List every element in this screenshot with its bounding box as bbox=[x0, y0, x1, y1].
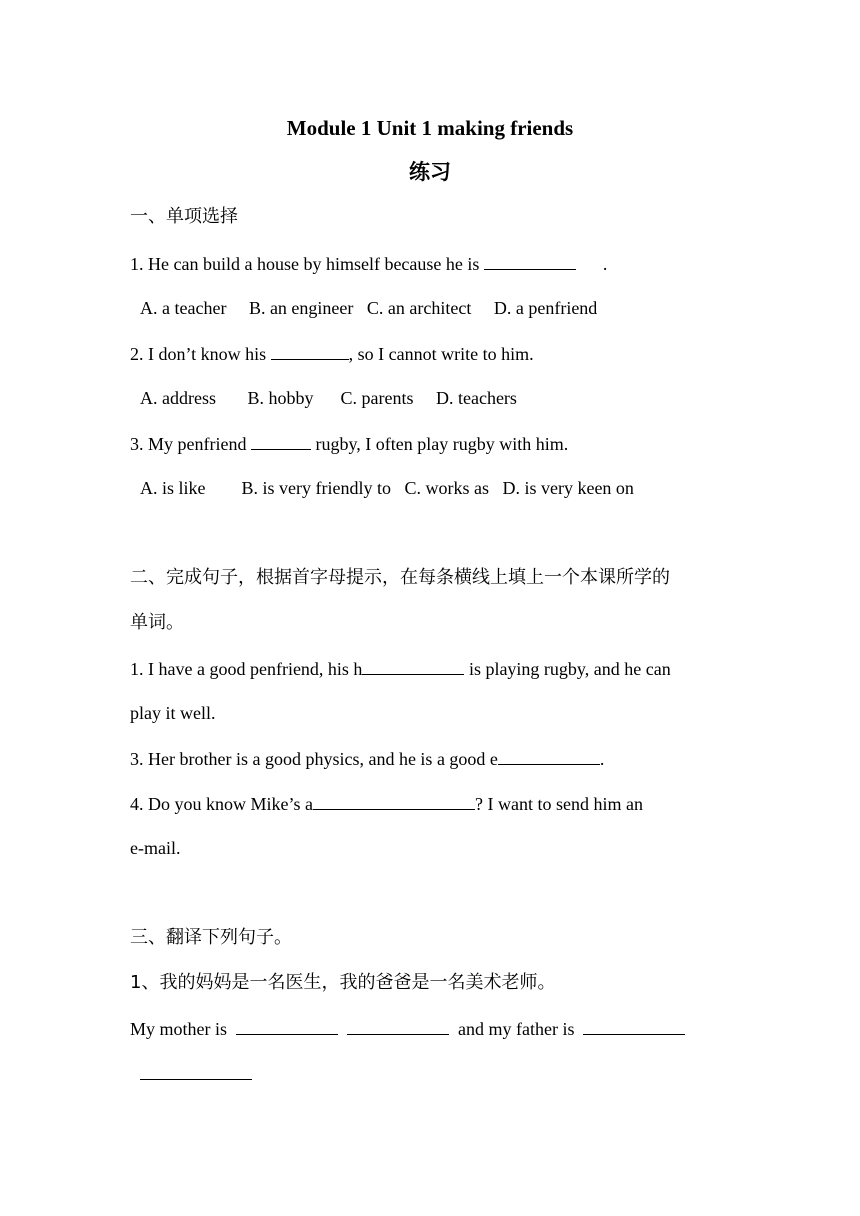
section3-question-1-english bbox=[130, 1016, 685, 1041]
question-text: . bbox=[599, 749, 605, 769]
question-text: 1. He can build a house by himself because he is bbox=[130, 254, 484, 274]
question-text: is playing rugby, and he can bbox=[464, 659, 671, 679]
section1-question-2-options: A. address B. hobby C. parents D. teachers bbox=[140, 388, 517, 408]
answer-blank[interactable] bbox=[498, 746, 600, 765]
section2-question-4 bbox=[130, 791, 643, 816]
answer-blank[interactable] bbox=[271, 341, 349, 360]
question-text: 1. I have a good penfriend, his h bbox=[130, 659, 363, 679]
answer-blank[interactable] bbox=[347, 1016, 449, 1035]
section1-question-3-options: A. is like B. is very friendly to C. works as D. is very keen on bbox=[140, 478, 634, 498]
answer-blank[interactable] bbox=[362, 656, 464, 675]
section3-question-1-blank-line bbox=[140, 1061, 252, 1086]
answer-blank[interactable] bbox=[236, 1016, 338, 1035]
question-text: 4. Do you know Mike’s a bbox=[130, 794, 313, 814]
section1-heading: 一、单项选择 bbox=[130, 206, 238, 227]
answer-blank[interactable] bbox=[583, 1016, 685, 1035]
answer-blank[interactable] bbox=[140, 1061, 252, 1080]
section2-question-3 bbox=[130, 746, 604, 771]
section1-question-1-options: A. a teacher B. an engineer C. an architect D. a penfriend bbox=[140, 298, 598, 318]
answer-blank[interactable] bbox=[484, 251, 576, 270]
question-text: rugby, I often play rugby with him. bbox=[310, 434, 569, 454]
question-text: My mother is bbox=[130, 1019, 232, 1039]
section2-heading: 二、完成句子，根据首字母提示，在每条横线上填上一个本课所学的 bbox=[130, 567, 670, 588]
question-text: , so I cannot write to him. bbox=[348, 344, 534, 364]
question-text: 2. I don’t know his bbox=[130, 344, 271, 364]
section2-question-1-cont: play it well. bbox=[130, 703, 216, 723]
section2-question-1 bbox=[130, 656, 671, 681]
question-text: . bbox=[575, 254, 608, 274]
section1-question-2 bbox=[130, 341, 534, 366]
section1-question-1 bbox=[130, 251, 607, 276]
answer-blank[interactable] bbox=[251, 431, 311, 450]
question-text: 3. Her brother is a good physics, and he is a good e bbox=[130, 749, 498, 769]
section3-question-1-chinese: 1、我的妈妈是一名医生，我的爸爸是一名美术老师。 bbox=[130, 972, 556, 993]
section2-question-4-cont: e-mail. bbox=[130, 838, 181, 858]
section1-question-3 bbox=[130, 431, 568, 456]
section2-heading-cont: 单词。 bbox=[130, 612, 184, 633]
page-title: Module 1 Unit 1 making friends bbox=[286, 116, 574, 140]
question-text: 3. My penfriend bbox=[130, 434, 251, 454]
page-subtitle: 练习 bbox=[409, 160, 451, 184]
question-text: and my father is bbox=[453, 1019, 579, 1039]
section3-heading: 三、翻译下列句子。 bbox=[130, 927, 292, 948]
answer-blank[interactable] bbox=[313, 791, 475, 810]
question-text: ? I want to send him an bbox=[475, 794, 643, 814]
